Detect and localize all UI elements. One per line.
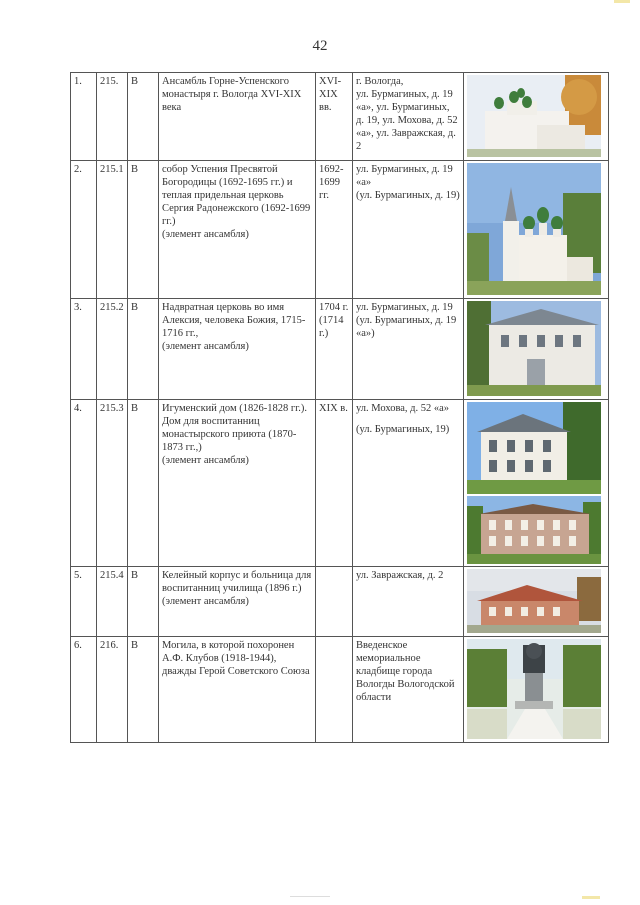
orphanage-house-photo (467, 496, 601, 564)
photo-cell (464, 637, 609, 743)
object-date: 1704 г. (1714 г.) (316, 299, 353, 400)
row-number: 4. (71, 400, 97, 567)
monastery-ensemble-photo (467, 75, 601, 157)
row-number: 3. (71, 299, 97, 400)
category: В (128, 299, 159, 400)
klubov-grave-monument-photo (467, 639, 601, 739)
gate-church-photo (467, 301, 601, 396)
object-address-former: (ул. Бурмагиных, 19) (356, 424, 450, 435)
registry-number: 215.3 (97, 400, 128, 567)
object-date: XIX в. (316, 400, 353, 567)
row-number: 1. (71, 73, 97, 161)
object-date: XVI- XIX вв. (316, 73, 353, 161)
category: В (128, 161, 159, 299)
cell-building-photo (467, 569, 601, 633)
abbess-house-photo (467, 402, 601, 494)
object-date (316, 637, 353, 743)
scan-mark-bottom (582, 896, 600, 899)
registry-number: 215.4 (97, 567, 128, 637)
registry-number: 215.1 (97, 161, 128, 299)
table-row (71, 73, 609, 161)
category: В (128, 567, 159, 637)
object-address-cell (353, 400, 464, 567)
category: В (128, 73, 159, 161)
row-number: 5. (71, 567, 97, 637)
object-name: Келейный корпус и больница для воспитанниц училища (1896 г.) (элемент ансамбля) (159, 567, 316, 637)
table-row (71, 161, 609, 299)
assumption-cathedral-photo (467, 163, 601, 295)
table-row (71, 299, 609, 400)
object-name: Могила, в которой похоронен А.Ф. Клубов (1918-1944), дважды Герой Советского Союза (159, 637, 316, 743)
photo-cell (464, 73, 609, 161)
table-row (71, 567, 609, 637)
object-name: Ансамбль Горне-Успенского монастыря г. Вологда XVI-XIX века (159, 73, 316, 161)
object-name: Игуменский дом (1826-1828 гг.). Дом для воспитанниц монастырского приюта (1870-1873 гг.,) (элемент ансамбля) (159, 400, 316, 567)
object-address: Введенское мемориальное кладбище города Вологды Вологодской области (353, 637, 464, 743)
scan-footer-mark (290, 896, 330, 897)
category: В (128, 637, 159, 743)
registry-number: 215.2 (97, 299, 128, 400)
object-address: ул. Завражская, д. 2 (353, 567, 464, 637)
object-name: Надвратная церковь во имя Алексия, человека Божия, 1715-1716 гг., (элемент ансамбля) (159, 299, 316, 400)
row-number: 6. (71, 637, 97, 743)
object-address: г. Вологда, ул. Бурмагиных, д. 19 «а», ул. Бурмагиных, д. 19, ул. Мохова, д. 52 «а», ул. Завражская, д. 2 (353, 73, 464, 161)
photo-cell (464, 299, 609, 400)
object-address: ул. Бурмагиных, д. 19 «а» (ул. Бурмагиных, д. 19) (353, 161, 464, 299)
table-row (71, 637, 609, 743)
object-date (316, 567, 353, 637)
photo-cell (464, 567, 609, 637)
registry-number: 216. (97, 637, 128, 743)
table-row (71, 400, 609, 567)
row-number: 2. (71, 161, 97, 299)
object-date: 1692- 1699 гг. (316, 161, 353, 299)
object-address: ул. Бурмагиных, д. 19 (ул. Бурмагиных, д. 19 «а») (353, 299, 464, 400)
category: В (128, 400, 159, 567)
object-address: ул. Мохова, д. 52 «а» (356, 403, 450, 414)
heritage-registry-table (70, 72, 609, 743)
photo-cell (464, 400, 609, 567)
scan-mark-top (614, 0, 630, 3)
photo-cell (464, 161, 609, 299)
object-name: собор Успения Пресвятой Богородицы (1692-1695 гг.) и теплая придельная церковь Сергия Радонежского (1692-1699 гг.) (элемент ансамбля) (159, 161, 316, 299)
page-number: 42 (312, 38, 328, 54)
registry-number: 215. (97, 73, 128, 161)
